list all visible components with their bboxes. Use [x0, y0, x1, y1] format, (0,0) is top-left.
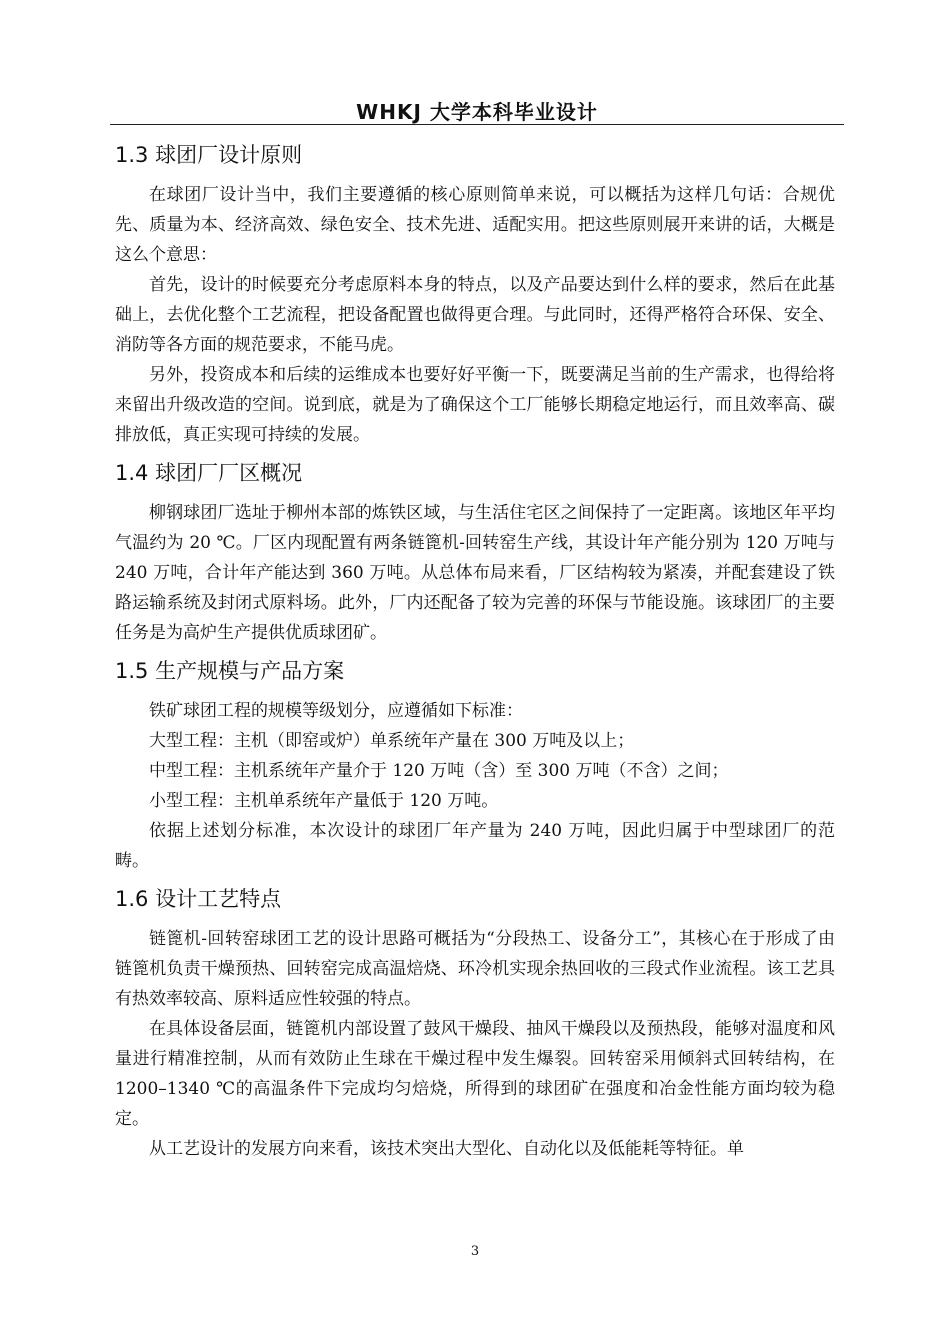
section-heading: 1.4 球团厂厂区概况	[115, 461, 303, 485]
section-heading: 1.3 球团厂设计原则	[115, 143, 303, 167]
paragraph: 首先，设计的时候要充分考虑原料本身的特点，以及产品要达到什么样的要求，然后在此基础上，去优化整个工艺流程，把设备配置也做得更合理。与此同时，还得严格符合环保、安全、消防等各方面的规范要求，不能马虎。	[115, 275, 835, 355]
section-1-6	[115, 884, 835, 1164]
paragraph: 从工艺设计的发展方向来看，该技术突出大型化、自动化以及低能耗等特征。单	[149, 1139, 744, 1159]
paragraph: 铁矿球团工程的规模等级划分，应遵循如下标准：	[149, 701, 523, 721]
section-1-3	[115, 140, 835, 450]
paragraph: 柳钢球团厂选址于柳州本部的炼铁区域，与生活住宅区之间保持了一定距离。该地区年平均气温约为 20 ℃。厂区内现配置有两条链篦机-回转窑生产线，其设计年产能分别为 120 万吨与 240 万吨，合计年产能达到 360 万吨。从总体布局来看，厂区结构较为紧凑，并配套建设了铁路运输系统及封闭式原料场。此外，厂内还配备了较为完善的环保与节能设施。该球团厂的主要任务是为高炉生产提供优质球团矿。	[115, 503, 835, 643]
section-1-5	[115, 656, 835, 876]
section-1-4	[115, 458, 835, 648]
list-item: 中型工程：主机系统年产量介于 120 万吨（含）至 300 万吨（不含）之间；	[149, 761, 729, 781]
paragraph: 在球团厂设计当中，我们主要遵循的核心原则简单来说，可以概括为这样几句话：合规优先、质量为本、经济高效、绿色安全、技术先进、适配实用。把这些原则展开来讲的话，大概是这么个意思：	[115, 185, 835, 265]
section-heading: 1.5 生产规模与产品方案	[115, 659, 345, 683]
document-body	[115, 132, 835, 1164]
list-item: 大型工程：主机（即窑或炉）单系统年产量在 300 万吨及以上；	[149, 731, 635, 751]
paragraph: 依据上述划分标准，本次设计的球团厂年产量为 240 万吨，因此归属于中型球团厂的范畴。	[115, 821, 835, 871]
paragraph: 另外，投资成本和后续的运维成本也要好好平衡一下，既要满足当前的生产需求，也得给将来留出升级改造的空间。说到底，就是为了确保这个工厂能够长期稳定地运行，而且效率高、碳排放低，真正实现可持续的发展。	[115, 365, 835, 445]
page-header: WHKJ 大学本科毕业设计	[356, 100, 598, 124]
page-number: 3	[470, 1244, 480, 1259]
paragraph: 在具体设备层面，链篦机内部设置了鼓风干燥段、抽风干燥段以及预热段，能够对温度和风量进行精准控制，从而有效防止生球在干燥过程中发生爆裂。回转窑采用倾斜式回转结构，在 1200–1340 ℃的高温条件下完成均匀焙烧，所得到的球团矿在强度和冶金性能方面均较为稳定。	[115, 1019, 835, 1129]
list-item: 小型工程：主机单系统年产量低于 120 万吨。	[149, 791, 499, 811]
section-heading: 1.6 设计工艺特点	[115, 887, 282, 911]
header-divider	[110, 124, 844, 125]
paragraph: 链篦机-回转窑球团工艺的设计思路可概括为“分段热工、设备分工”，其核心在于形成了由链篦机负责干燥预热、回转窑完成高温焙烧、环冷机实现余热回收的三段式作业流程。该工艺具有热效率较高、原料适应性较强的特点。	[115, 929, 835, 1009]
